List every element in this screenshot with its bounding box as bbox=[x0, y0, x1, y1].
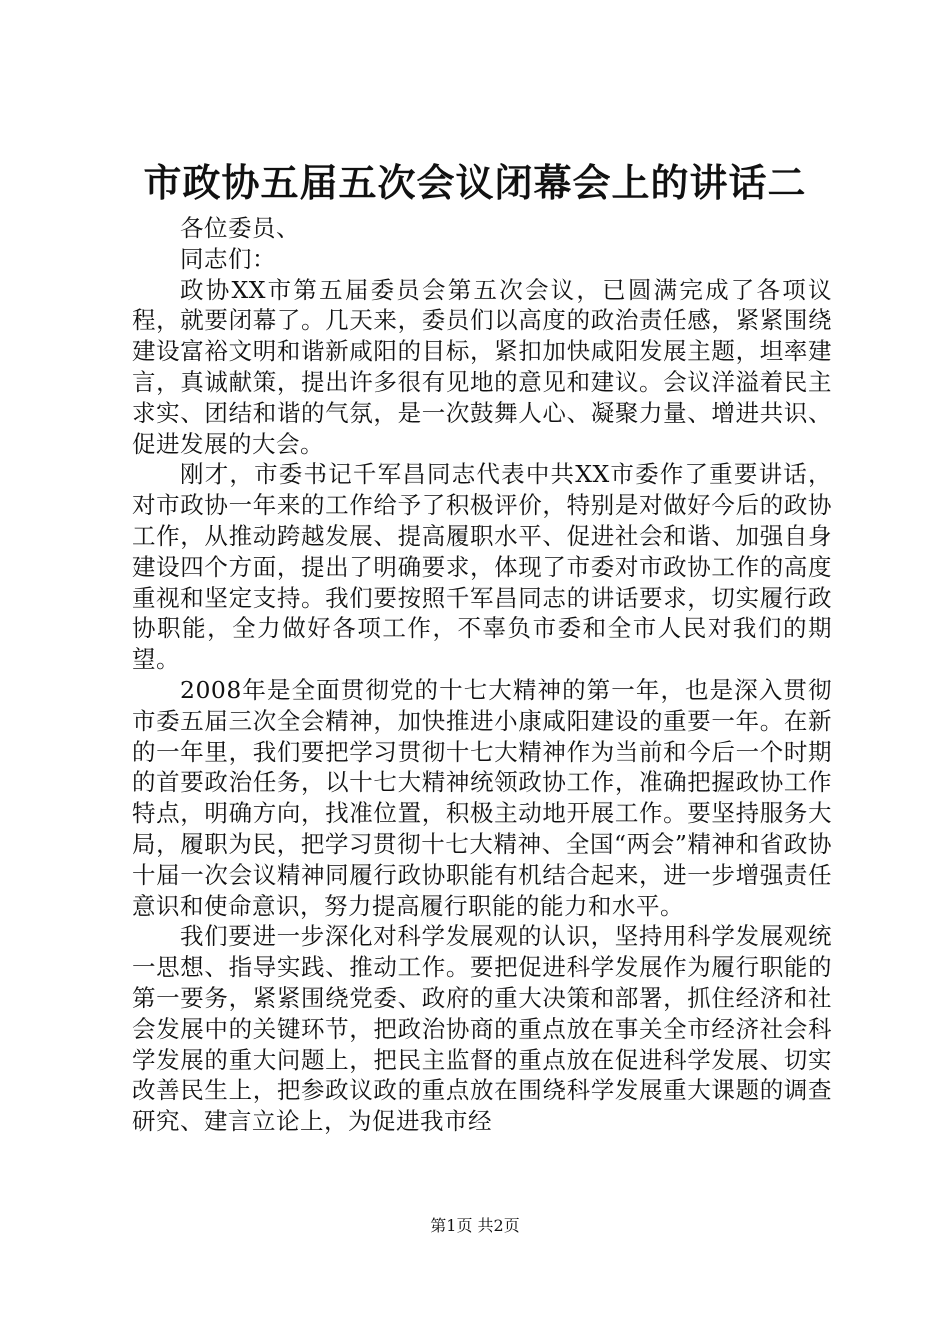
document-title: 市政协五届五次会议闭幕会上的讲话二 bbox=[143, 160, 807, 205]
document-body bbox=[132, 213, 832, 1137]
paragraph: 政协XX市第五届委员会第五次会议，已圆满完成了各项议程，就要闭幕了。几天来，委员们以高度的政治责任感，紧紧围绕建设富裕文明和谐新咸阳的目标，紧扣加快咸阳发展主题，坦率建言，真诚献策，提出许多很有见地的意见和建议。会议洋溢着民主求实、团结和谐的气氛，是一次鼓舞人心、凝聚力量、增进共识、促进发展的大会。 bbox=[132, 275, 832, 458]
greeting-line: 同志们： bbox=[180, 244, 276, 273]
paragraph: 刚才，市委书记千军昌同志代表中共XX市委作了重要讲话，对市政协一年来的工作给予了积极评价，特别是对做好今后的政协工作，从推动跨越发展、提高履职水平、促进社会和谐、加强自身建设四个方面，提出了明确要求，体现了市委对市政协工作的高度重视和坚定支持。我们要按照千军昌同志的讲话要求，切实履行政协职能，全力做好各项工作，不辜负市委和全市人民对我们的期望。 bbox=[132, 460, 832, 674]
greeting-line: 各位委员、 bbox=[180, 214, 300, 242]
paragraph: 我们要进一步深化对科学发展观的认识，坚持用科学发展观统一思想、指导实践、推动工作。要把促进科学发展作为履行职能的第一要务，紧紧围绕党委、政府的重大决策和部署，抓住经济和社会发展中的关键环节，把政治协商的重点放在事关全市经济社会科学发展的重大问题上，把民主监督的重点放在促进科学发展、切实改善民生上，把参政议政的重点放在围绕科学发展重大课题的调查研究、建言立论上，为促进我市经 bbox=[132, 922, 832, 1136]
page-number-footer: 第1页 共2页 bbox=[430, 1216, 520, 1235]
paragraph: 2008年是全面贯彻党的十七大精神的第一年，也是深入贯彻市委五届三次全会精神，加快推进小康咸阳建设的重要一年。在新的一年里，我们要把学习贯彻十七大精神作为当前和今后一个时期的首要政治任务，以十七大精神统领政协工作，准确把握政协工作特点，明确方向，找准位置，积极主动地开展工作。要坚持服务大局，履职为民，把学习贯彻十七大精神、全国“两会”精神和省政协十届一次会议精神同履行政协职能有机结合起来，进一步增强责任意识和使命意识，努力提高履行职能的能力和水平。 bbox=[132, 675, 832, 920]
